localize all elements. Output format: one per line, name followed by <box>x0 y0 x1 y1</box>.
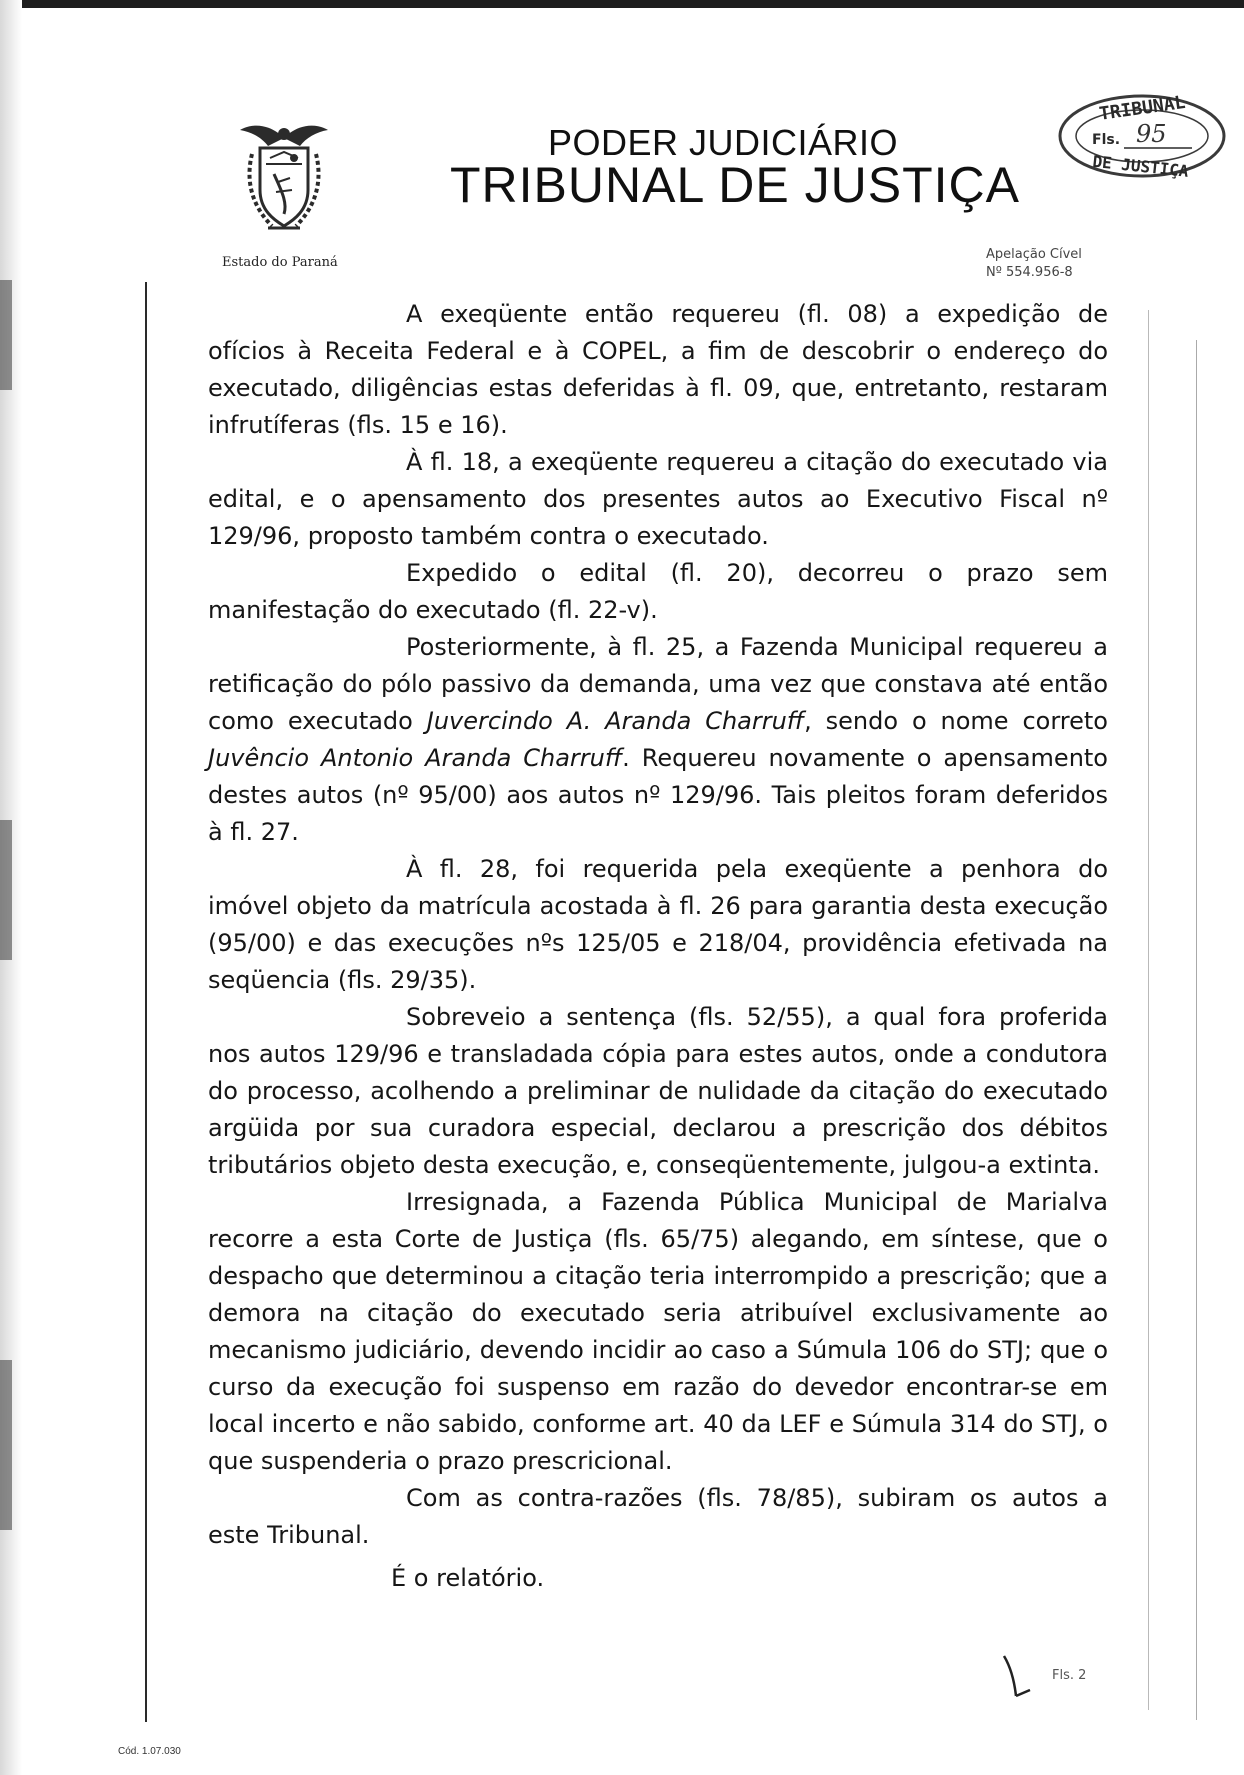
case-number: Nº 554.956-8 <box>986 265 1073 280</box>
document-body <box>208 296 1108 1597</box>
state-coat-of-arms-emblem <box>238 118 330 236</box>
paragraph-3: Expedido o edital (fl. 20), decorreu o prazo sem manifestação do executado (fl. 22-v). <box>208 559 1108 624</box>
state-label: Estado do Paraná <box>222 255 338 270</box>
form-code: Cód. 1.07.030 <box>118 1746 181 1757</box>
scan-left-edge <box>0 0 22 1775</box>
header-title-main: TRIBUNAL DE JUSTIÇA <box>450 157 1021 213</box>
paragraph-6: Sobreveio a sentença (fls. 52/55), a qual fora proferida nos autos 129/96 e transladada cópia para estes autos, onde a condutora do processo, acolhendo a preliminar de nulidade da citação do executado argüida por sua curadora especial, declarou a prescrição dos débitos tributários objeto desta execução, e, conseqüentemente, julgou-a extinta. <box>208 1003 1108 1179</box>
page-label: Fls. 2 <box>1052 1668 1087 1683</box>
executed-name-incorrect: Juvercindo A. Aranda Charruff <box>426 707 805 735</box>
stamp-label: Fls. <box>1092 132 1121 148</box>
paragraph-8: Com as contra-razões (fls. 78/85), subiram os autos a este Tribunal. <box>208 1484 1108 1549</box>
executed-name-correct: Juvêncio Antonio Aranda Charruff <box>208 744 623 772</box>
header-title-top: PODER JUDICIÁRIO <box>548 122 899 163</box>
left-margin-rule <box>145 282 147 1722</box>
right-margin-rule <box>1148 310 1149 1710</box>
paragraph-4: Posteriormente, à fl. 25, a Fazenda Municipal requereu a retificação do pólo passivo da demanda, uma vez que constava até então como executado Juvercindo A. Aranda Charruff, sendo o nome correto Juvêncio Antonio Aranda Charruff. Requereu novamente o apensamento destes autos (nº 95/00) aos autos nº 129/96. Tais pleitos foram deferidos à fl. 27. <box>208 633 1108 846</box>
stamp-ring-bottom: DE JUSTIÇA <box>1091 151 1190 181</box>
paragraph-1: A exeqüente então requereu (fl. 08) a expedição de ofícios à Receita Federal e à COPEL, a fim de descobrir o endereço do executado, diligências estas deferidas à fl. 09, que, entretanto, restaram infrutíferas (fls. 15 e 16). <box>208 300 1108 439</box>
right-edge-rule <box>1196 340 1197 1720</box>
case-reference <box>986 246 1082 282</box>
rubric-signature <box>1000 1652 1050 1702</box>
paragraph-5: À fl. 28, foi requerida pela exeqüente a penhora do imóvel objeto da matrícula acostada à fl. 26 para garantia desta execução (95/00) e das execuções nºs 125/05 e 218/04, providência efetivada na seqüencia (fls. 29/35). <box>208 855 1108 994</box>
stamp-handwritten-page: 95 <box>1136 120 1167 148</box>
scan-top-edge <box>0 0 1244 8</box>
case-type: Apelação Cível <box>986 247 1082 262</box>
closing-statement: É o relatório. <box>391 1564 545 1592</box>
paragraph-2: À fl. 18, a exeqüente requereu a citação do executado via edital, e o apensamento dos presentes autos ao Executivo Fiscal nº 129/96, proposto também contra o executado. <box>208 448 1108 550</box>
stamp-ring-top: TRIBUNAL <box>1097 91 1187 125</box>
paragraph-7: Irresignada, a Fazenda Pública Municipal de Marialva recorre a esta Corte de Justiça (fls. 65/75) alegando, em síntese, que o despacho que determinou a citação teria interrompido a prescrição; que a demora na citação do executado seria atribuível exclusivamente ao mecanismo judiciário, devendo incidir ao caso a Súmula 106 do STJ; que o curso da execução foi suspenso em razão do devedor encontrar-se em local incerto e não sabido, conforme art. 40 da LEF e Súmula 314 do STJ, o que suspenderia o prazo prescricional. <box>208 1188 1108 1475</box>
page-number-stamp <box>1052 86 1232 186</box>
